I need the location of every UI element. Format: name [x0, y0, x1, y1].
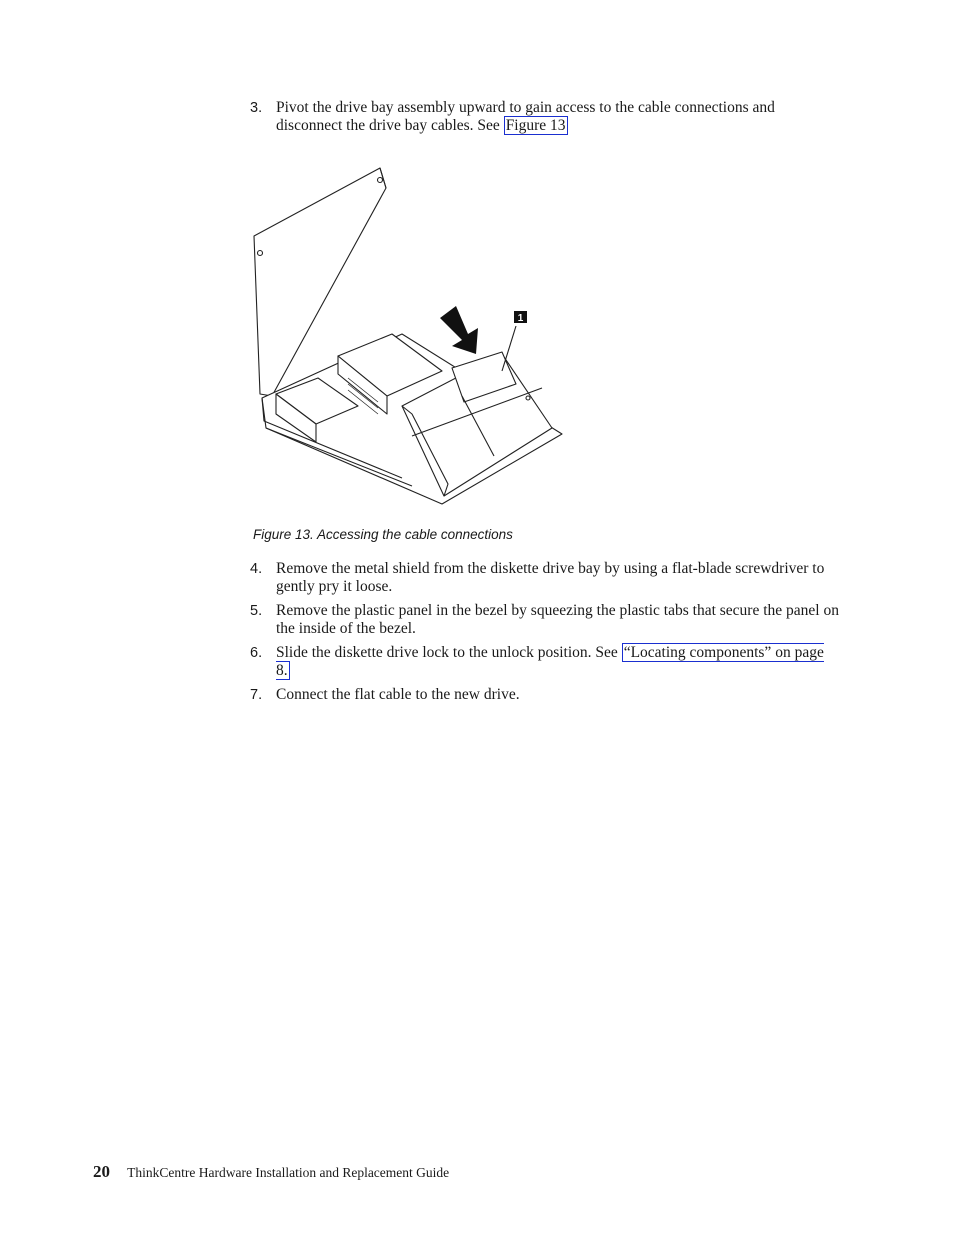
- locating-components-link[interactable]: “Locating components” on page 8.: [276, 644, 824, 679]
- figure-caption: Figure 13. Accessing the cable connections: [253, 527, 513, 542]
- step-number: 3.: [250, 100, 263, 116]
- step-3: [250, 99, 840, 135]
- step-number: 6.: [250, 645, 263, 661]
- insertion-arrow: [440, 306, 478, 354]
- step-4: [250, 560, 840, 596]
- callout-label: 1: [517, 313, 524, 324]
- step-text: Remove the metal shield from the diskette drive bay by using a flat-blade screwdriver to gently pry it loose.: [276, 560, 825, 595]
- step-number: 4.: [250, 561, 263, 577]
- page-footer: [93, 1162, 449, 1182]
- step-6: [250, 644, 840, 680]
- step-text: Pivot the drive bay assembly upward to gain access to the cable connections and disconnect the drive bay cables. See Figure 13: [276, 99, 775, 134]
- step-7: [250, 686, 840, 704]
- step-number: 5.: [250, 603, 263, 619]
- book-title: ThinkCentre Hardware Installation and Replacement Guide: [127, 1165, 450, 1180]
- step-5: [250, 602, 840, 638]
- step-text: Connect the flat cable to the new drive.: [276, 686, 520, 703]
- drive-bay-illustration: [252, 166, 564, 506]
- step-text: Remove the plastic panel in the bezel by squeezing the plastic tabs that secure the panel on the inside of the bezel.: [276, 602, 839, 637]
- page-number: 20: [93, 1162, 110, 1181]
- figure-13-link[interactable]: Figure 13: [505, 117, 566, 134]
- step-text: Slide the diskette drive lock to the unlock position. See “Locating components” on page 8.: [276, 644, 824, 679]
- step-number: 7.: [250, 687, 263, 703]
